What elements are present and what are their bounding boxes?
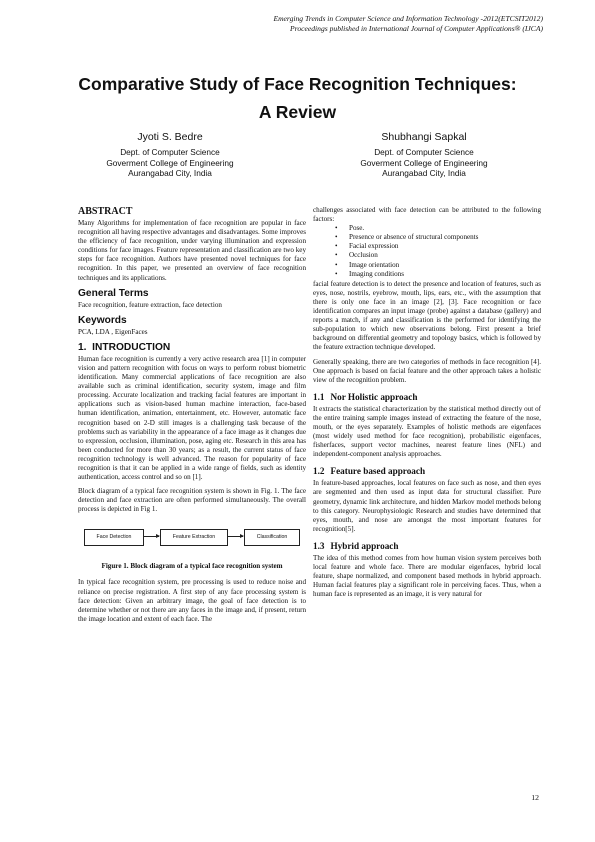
abstract-text: Many Algorithms for implementation of face recognition are popular in face recognition all having respective advantages and disadvantages. Some improves the efficiency of face recognition, under varying illumination and expression conditions for face images. Feature representation and classification are two key steps for face recognition. Authors have presented novel techniques for face recognition. In this paper, we presented an overview of face recognition techniques and its applications.: [78, 219, 306, 282]
list-item: • Occlusion: [341, 251, 541, 260]
introduction-heading: [78, 342, 306, 354]
author-college: Goverment College of Engineering: [360, 157, 488, 168]
arrow-right-icon: [227, 536, 243, 537]
introduction-paragraph-2: Block diagram of a typical face recognition system is shown in Fig. 1. The face detection and face extraction are often performed simultaneously. The overall process is depicted in Fig 1.: [78, 487, 306, 514]
section-title: Hybrid approach: [330, 540, 399, 551]
running-header: [273, 14, 543, 34]
section-1-2-heading: [313, 466, 541, 477]
list-item: • Pose.: [341, 224, 541, 233]
feature-detection-paragraph: facial feature detection is to detect the presence and location of features, such as eyes, nose, nostrils, eyebrow, mouth, lips, ears, etc., with the assumption that there is only one face in an image [2], [3]. Face recognition or face identification compares an input image (probe) against a database (gallery) and reports a match, if any and classification is the performed for identifying the sub-population to which new observations belong. First present a brief background on differential geometry and topology basics, which is followed by the feature extraction technique developed.: [313, 279, 541, 352]
author-name: Jyoti S. Bedre: [137, 131, 203, 143]
section-title: Nor Holistic approach: [330, 391, 418, 402]
abstract-heading: ABSTRACT: [78, 206, 133, 217]
face-detection-box: Face Detection: [84, 529, 144, 546]
section-number: 1.2: [313, 466, 325, 477]
author-block-2: [314, 130, 534, 179]
author-city: Aurangabad City, India: [382, 168, 466, 178]
categories-paragraph: Generally speaking, there are two categories of methods in face recognition [4]. One approach is based on facial feature and the other approach takes a holistic view of the recognition problem.: [313, 357, 541, 384]
author-name: Shubhangi Sapkal: [381, 131, 467, 143]
section-1-3-heading: [313, 541, 541, 552]
section-title: Feature based approach: [330, 466, 426, 477]
keywords-text: PCA, LDA , EigenFaces: [78, 327, 148, 336]
list-item: • Image orientation: [341, 261, 541, 270]
author-dept: Dept. of Computer Science: [374, 147, 474, 157]
paper-title-line-2: A Review: [258, 102, 337, 122]
section-number: 1.3: [313, 540, 325, 551]
list-item: • Facial expression: [341, 242, 541, 251]
factor-list: [313, 224, 541, 279]
list-item: • Presence or absence of structural components: [341, 233, 541, 242]
section-title: INTRODUCTION: [92, 341, 171, 353]
section-1-3-text: The idea of this method comes from how human vision system perceives both local feature and whole face. There are modular eigenfaces, hybrid local feature, shape normalized, and component based methods in hybrid approach. Human facial features play a significant role in perceiving faces. Thus, when a human face is represented as an image, it is very natural for: [313, 553, 541, 599]
author-block-1: [60, 130, 280, 179]
intro-continuation: challenges associated with face detection can be attributed to the following factors:: [313, 206, 541, 224]
right-column: [313, 206, 541, 604]
left-column: [78, 206, 306, 629]
introduction-paragraph-3: In typical face recognition system, pre processing is used to reduce noise and reliance on precise registration. A first step of any face processing system is face detection: Given an arbitrary image, the goal of face detection is to determine whether or not there are any faces in the image and, if present, return the image location and extent of each face. The: [78, 578, 306, 623]
list-item: • Imaging conditions: [341, 270, 541, 279]
section-number: 1.: [78, 341, 87, 353]
section-1-1-heading: [313, 392, 541, 403]
section-number: 1.1: [313, 391, 325, 402]
paper-title-line-1: Comparative Study of Face Recognition Techniques:: [78, 74, 517, 94]
running-header-line-2: Proceedings published in International Journal of Computer Applications® (IJCA): [290, 24, 543, 33]
feature-extraction-box: Feature Extraction: [160, 529, 228, 546]
figure-caption: Figure 1. Block diagram of a typical face recognition system: [101, 562, 283, 571]
general-terms-text: Face recognition, feature extraction, face detection: [78, 300, 222, 309]
arrow-right-icon: [143, 536, 159, 537]
block-diagram-figure: [78, 519, 306, 555]
general-terms-heading: General Terms: [78, 287, 149, 299]
author-college: Goverment College of Engineering: [106, 157, 234, 168]
keywords-heading: Keywords: [78, 314, 127, 326]
page-number: 12: [531, 793, 539, 802]
author-dept: Dept. of Computer Science: [120, 147, 220, 157]
author-city: Aurangabad City, India: [128, 168, 212, 178]
section-1-1-text: It extracts the statistical characterization by the statistical method directly out of the entire training sample images instead of extracting the feature of the nose, mouth, or the eyes separately. Examples of holistic methods are eigenfaces (most widely used method for face recognition), probabilistic eigenfaces, fisherfaces, support vector machines, nearest feature lines (NFL) and independent-component analysis approaches.: [313, 404, 541, 459]
introduction-paragraph-1: Human face recognition is currently a very active research area [1] in computer vision and pattern recognition with focus on ways to perform robust biometric identification. Many commercial applications of face recognition are also available such as criminal identification, security system, image and film processing. Accurate localization and tracking facial features are important in applications such as vision-based human machine interaction, face-based human identification, animation, entertainment, etc. However, automatic face recognition based on 2-D still images is a challenging task because of the problems such as variability in the appearance of a face image as it changes due to expression, occlusion, illumination, pose, aging etc. Research in this area has been conducted for more than 30 years; as a result, the current status of face recognition technology is well advanced. The reason for popularity of face recognition is that it can be applied in a wide range of fields, such as identity authentication, access control and so on [1].: [78, 354, 306, 482]
section-1-2-text: In feature-based approaches, local features on face such as nose, and then eyes are segmented and then used as input data for structural classifier. Pure geometry, dynamic link architecture, and hidden Markov model methods belong to this category. Neurophysiologic Research and studies have determined that eyes, mouth, and nose are amongst the most important features for recognition[5].: [313, 479, 541, 533]
running-header-line-1: Emerging Trends in Computer Science and Information Technology -2012(ETCSIT2012): [273, 14, 543, 23]
classification-box: Classification: [244, 529, 300, 546]
paper-title: [40, 70, 555, 126]
